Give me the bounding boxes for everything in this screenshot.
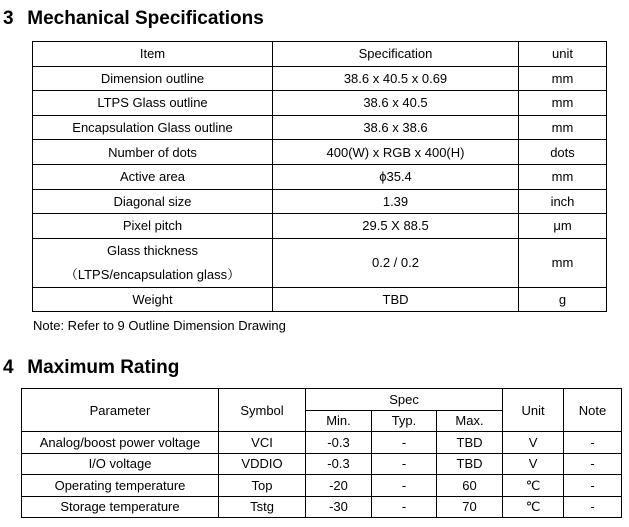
unit-cell: dots [519,140,607,165]
table-row [22,496,622,518]
section-title: Mechanical Specifications [27,8,264,29]
unit-cell: g [519,287,607,312]
parameter-cell: Analog/boost power voltage [22,432,219,454]
min-cell: -0.3 [306,453,372,475]
unit-cell: ℃ [503,496,564,518]
item-cell: Number of dots [33,140,273,165]
header-spec: Spec [306,389,503,411]
note-cell: - [564,453,622,475]
typ-cell: - [372,475,437,497]
parameter-cell: Operating temperature [22,475,219,497]
note-cell: - [564,496,622,518]
mechanical-spec-table [32,41,607,312]
item-line: Glass thickness [106,242,199,258]
spec-cell: 400(W) x RGB x 400(H) [273,140,519,165]
min-cell: -0.3 [306,432,372,454]
table-row [22,432,622,454]
table-row [33,140,607,165]
header-note: Note [564,389,622,432]
item-cell [33,238,273,287]
unit-cell: V [503,453,564,475]
footnote: Note: Refer to 9 Outline Dimension Drawing [33,318,286,333]
table-row [33,287,607,312]
typ-cell: - [372,453,437,475]
item-cell: Active area [33,164,273,189]
min-cell: -30 [306,496,372,518]
section-heading-mechanical [3,8,264,30]
max-cell: 70 [437,496,503,518]
note-cell: - [564,432,622,454]
spec-cell: 38.6 x 38.6 [273,115,519,140]
table-row [33,164,607,189]
unit-cell: mm [519,91,607,116]
typ-cell: - [372,432,437,454]
max-cell: TBD [437,432,503,454]
section-number: 3 [3,8,14,29]
max-cell: TBD [437,453,503,475]
section-title: Maximum Rating [27,357,180,378]
section-heading-rating [3,357,179,379]
table-row [33,115,607,140]
table-row [33,238,607,287]
spec-cell: ϕ35.4 [273,164,519,189]
symbol-cell: VCI [219,432,306,454]
table-row [33,214,607,239]
max-cell: 60 [437,475,503,497]
item-cell: Dimension outline [33,66,273,91]
min-cell: -20 [306,475,372,497]
header-parameter: Parameter [22,389,219,432]
typ-cell: - [372,496,437,518]
maximum-rating-table [21,388,622,518]
header-specification: Specification [273,42,519,67]
unit-cell: mm [519,238,607,287]
item-cell: Encapsulation Glass outline [33,115,273,140]
item-cell: Pixel pitch [33,214,273,239]
unit-cell: μm [519,214,607,239]
parameter-cell: Storage temperature [22,496,219,518]
table-row [22,475,622,497]
parameter-cell: I/O voltage [22,453,219,475]
header-symbol: Symbol [219,389,306,432]
spec-cell: 0.2 / 0.2 [273,238,519,287]
symbol-cell: Top [219,475,306,497]
section-number: 4 [3,357,14,378]
header-max: Max. [437,410,503,432]
item-cell: Weight [33,287,273,312]
table-row [33,189,607,214]
item-cell: Diagonal size [33,189,273,214]
unit-cell: mm [519,115,607,140]
item-line: （LTPS/encapsulation glass） [64,266,241,282]
header-unit: Unit [503,389,564,432]
table-row [22,453,622,475]
header-min: Min. [306,410,372,432]
symbol-cell: Tstg [219,496,306,518]
table-row [33,91,607,116]
table-header-row [22,389,622,411]
table-row [33,66,607,91]
unit-cell: V [503,432,564,454]
item-cell: LTPS Glass outline [33,91,273,116]
header-item: Item [33,42,273,67]
spec-cell: 38.6 x 40.5 [273,91,519,116]
unit-cell: mm [519,164,607,189]
spec-cell: 1.39 [273,189,519,214]
unit-cell: ℃ [503,475,564,497]
symbol-cell: VDDIO [219,453,306,475]
unit-cell: inch [519,189,607,214]
table-header-row [33,42,607,67]
unit-cell: mm [519,66,607,91]
note-cell: - [564,475,622,497]
spec-cell: TBD [273,287,519,312]
spec-cell: 29.5 X 88.5 [273,214,519,239]
spec-cell: 38.6 x 40.5 x 0.69 [273,66,519,91]
header-typ: Typ. [372,410,437,432]
header-unit: unit [519,42,607,67]
